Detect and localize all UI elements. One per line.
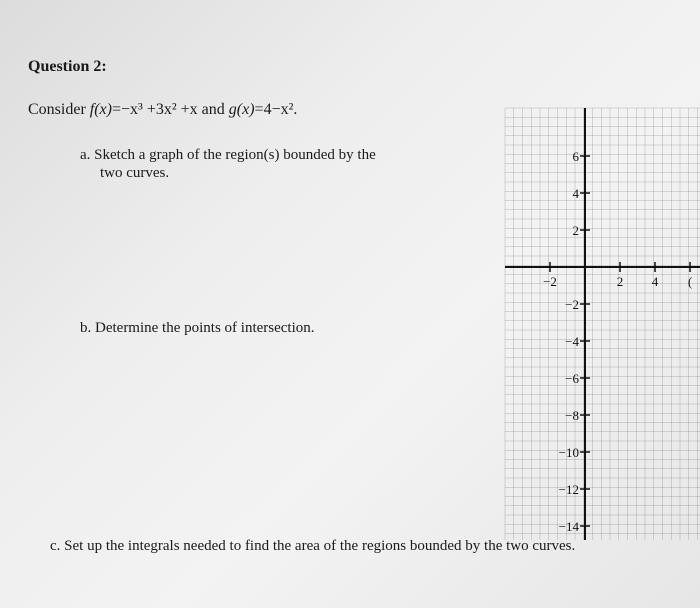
x-tick-label: −2	[543, 274, 557, 289]
y-tick-label: 4	[572, 186, 579, 201]
y-tick-label: 6	[572, 149, 579, 164]
part-b: b. Determine the points of intersection.	[80, 320, 315, 336]
y-tick-label: 2	[572, 223, 579, 238]
g-expression: =4−x².	[254, 101, 298, 118]
f-label: f(x)	[89, 101, 112, 118]
f-expression: =−x³ +3x² +x	[111, 101, 198, 118]
part-a-line1: a. Sketch a graph of the region(s) bounded by the	[80, 147, 376, 163]
x-tick-label: 4	[651, 274, 659, 289]
x-tick-label: (	[687, 274, 693, 289]
y-tick-label: −2	[565, 297, 579, 312]
y-tick-label: −6	[565, 371, 579, 386]
g-label: g(x)	[228, 101, 255, 118]
part-a-line2: two curves.	[100, 165, 170, 181]
question-title: Question 2:	[28, 58, 107, 75]
consider-word: Consider	[28, 101, 86, 118]
x-tick-label: 2	[616, 274, 624, 289]
y-tick-label: −12	[558, 482, 579, 497]
part-c: c. Set up the integrals needed to find the area of the regions bounded by the two curves.	[50, 538, 576, 554]
y-tick-label: −10	[558, 445, 579, 460]
y-tick-label: −14	[558, 519, 579, 534]
and-word: and	[201, 101, 225, 118]
y-tick-label: −8	[565, 408, 579, 423]
y-tick-label: −4	[565, 334, 579, 349]
